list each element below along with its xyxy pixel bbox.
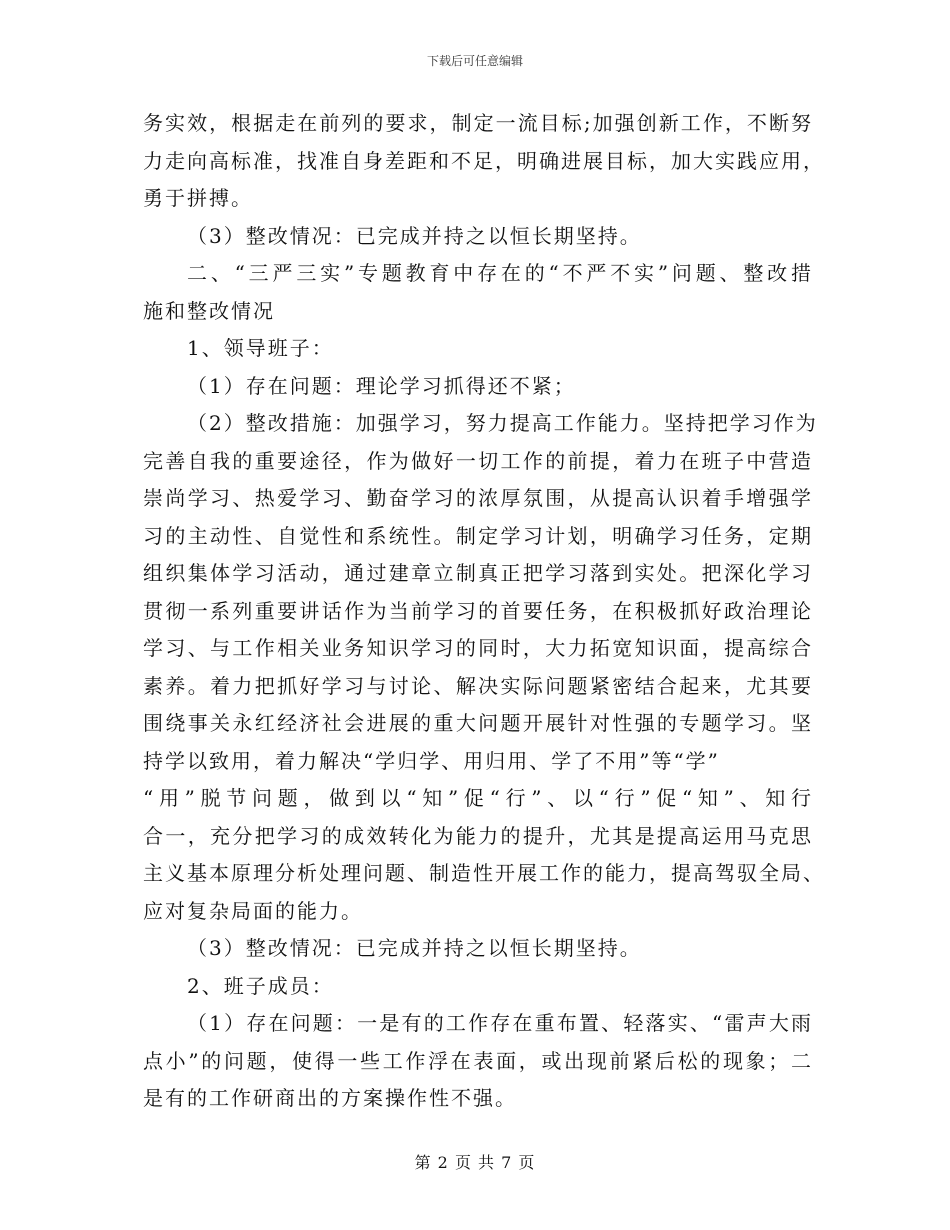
- text-line: 力走向高标准，找准自身差距和不足，明确进展目标，加大实践应用，: [143, 148, 825, 173]
- text-line: 是有的工作研商出的方案操作性不强。: [143, 1086, 517, 1110]
- text-line: 贯彻一系列重要讲话作为当前学习的首要任务，在积极抓好政治理论: [143, 598, 813, 623]
- text-line: 1、领导班子：: [187, 336, 334, 360]
- text-line: 学习、与工作相关业务知识学习的同时，大力拓宽知识面，提高综合: [143, 636, 813, 660]
- text-line: 完善自我的重要途径，作为做好一切工作的前提，着力在班子中营造: [143, 448, 813, 473]
- text-line: （3）整改情况：已完成并持之以恒长期坚持。: [187, 223, 642, 248]
- text-line: （1）存在问题：一是有的工作存在重布置、轻落实、“雷声大雨: [187, 1011, 813, 1035]
- text-line: 合一，充分把学习的成效转化为能力的提升，尤其是提高运用马克思: [143, 823, 813, 848]
- text-line: 组织集体学习活动，通过建章立制真正把学习落到实处。把深化学习: [143, 561, 813, 585]
- text-line: 主义基本原理分析处理问题、制造性开展工作的能力，提高驾驭全局、: [143, 861, 825, 885]
- page-header: 下载后可任意编辑: [426, 54, 523, 68]
- text-line: 二、“三严三实”专题教育中存在的“不严不实”问题、整改措: [187, 261, 813, 285]
- document-body: [143, 105, 825, 1118]
- text-line: （2）整改措施：加强学习，努力提高工作能力。坚持把学习作为: [187, 411, 818, 435]
- text-line: 习的主动性、自觉性和系统性。制定学习计划，明确学习任务，定期: [143, 523, 813, 548]
- text-line: 2、班子成员：: [187, 973, 334, 998]
- text-line: 素养。着力把抓好学习与讨论、解决实际问题紧密结合起来，尤其要: [143, 673, 813, 698]
- text-line: 持学以致用，着力解决“学归学、用归用、学了不用”等“学”: [143, 748, 720, 773]
- text-line: 施和整改情况: [143, 298, 275, 323]
- page-footer: 第 2 页 共 7 页: [414, 1153, 536, 1172]
- text-line: （3）整改情况：已完成并持之以恒长期坚持。: [187, 936, 642, 960]
- text-line: （1）存在问题：理论学习抓得还不紧；: [187, 373, 576, 398]
- text-line: 勇于拼搏。: [143, 186, 253, 210]
- text-line: 崇尚学习、热爱学习、勤奋学习的浓厚氛围，从提高认识着手增强学: [143, 486, 813, 510]
- text-line: “用”脱节问题，做到以“知”促“行”、以“行”促“知”、知行: [143, 786, 813, 810]
- text-line: 围绕事关永红经济社会进展的重大问题开展针对性强的专题学习。坚: [143, 711, 813, 735]
- text-line: 应对复杂局面的能力。: [143, 898, 363, 923]
- text-line: 务实效，根据走在前列的要求，制定一流目标;加强创新工作，不断努: [143, 111, 813, 135]
- text-line: 点小”的问题，使得一些工作浮在表面，或出现前紧后松的现象；二: [143, 1048, 813, 1073]
